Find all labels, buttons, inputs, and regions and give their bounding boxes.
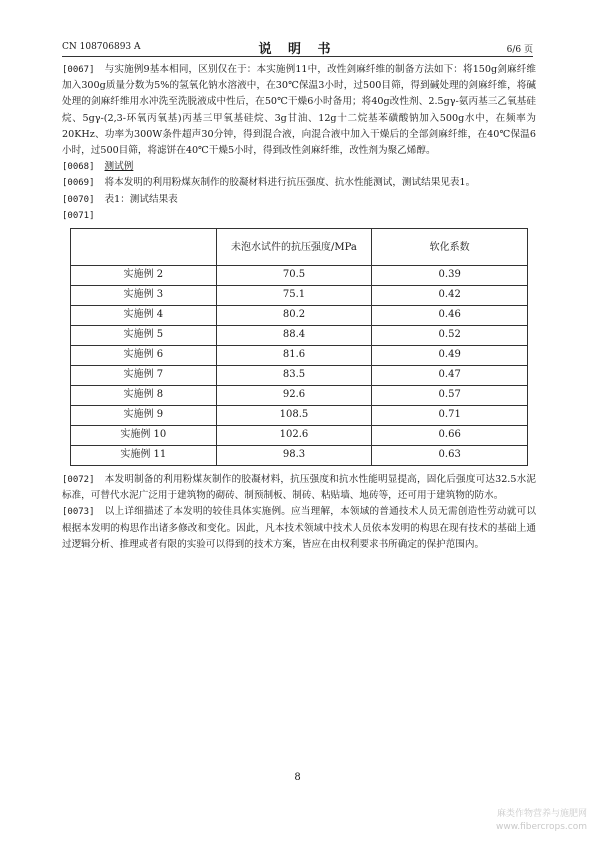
table-cell: 70.5	[216, 266, 372, 286]
table-cell: 83.5	[216, 366, 372, 386]
table-cell: 0.39	[372, 266, 528, 286]
table-row	[71, 306, 528, 326]
table-row	[71, 406, 528, 426]
watermark	[496, 808, 587, 834]
table-header-cell: 软化系数	[372, 229, 528, 266]
table-cell: 实施例 4	[71, 306, 217, 326]
table-row	[71, 366, 528, 386]
paragraph-number: [0070]	[62, 194, 95, 205]
table-cell: 0.47	[372, 366, 528, 386]
paragraph-text: 本发明制备的利用粉煤灰制作的胶凝材料，抗压强度和抗水性能明显提高，固化后强度可达32.5水泥标准，可替代水泥广泛用于建筑物的砌砖、制预制板、制砖、粘贴墙、地砖等，还可用于建筑物的防水。	[62, 474, 536, 502]
table-row	[71, 266, 528, 286]
table-cell: 80.2	[216, 306, 372, 326]
table-cell: 实施例 6	[71, 346, 217, 366]
table-cell: 实施例 3	[71, 286, 217, 306]
table-header-row	[71, 229, 528, 266]
paragraph-text: 将本发明的利用粉煤灰制作的胶凝材料进行抗压强度、抗水性能测试，测试结果见表1。	[104, 177, 476, 189]
table-cell: 92.6	[216, 386, 372, 406]
page-indicator: 6/6 页	[506, 45, 533, 55]
paragraph-number: [0067]	[62, 65, 95, 75]
table-row	[71, 426, 528, 446]
header-rule	[62, 56, 533, 57]
table-header-cell: 未泡水试件的抗压强度/MPa	[216, 229, 372, 266]
table-row	[71, 326, 528, 346]
table-cell: 0.57	[372, 386, 528, 406]
table-cell: 88.4	[216, 326, 372, 346]
table-row	[71, 386, 528, 406]
paragraph-number: [0073]	[62, 507, 95, 518]
paragraph-number: [0068]	[62, 162, 95, 173]
table-header-cell	[71, 229, 217, 266]
paragraph-text: 与实施例9基本相同，区别仅在于：本实施例11中，改性剑麻纤维的制备方法如下：将150g剑麻纤维加入300g质量分数为5%的氢氧化钠水溶液中，在30℃保温3小时，过500目筛，得到碱处理的剑麻纤维，将碱处理的剑麻纤维用水冲洗至洗脱液成中性后，在50℃干燥6小时备用；将40g改性剂、2.5gγ-氨丙基三乙氧基硅烷、5gγ-(2,3-环氧丙氧基)丙基三甲氧基硅烷、3g甘油、12g十二烷基苯磺酸钠加入500g水中，在频率为20KHz、功率为300W条件超声30分钟，得到混合液，向混合液中加入干燥后的全部剑麻纤维，在40℃保温6小时，过500目筛，将滤饼在40℃干燥5小时，得到改性剑麻纤维，改性剂为聚乙烯醇。	[62, 64, 536, 157]
section-heading: 测试例	[104, 161, 134, 173]
table-cell: 0.63	[372, 446, 528, 466]
table-cell: 0.49	[372, 346, 528, 366]
paragraph-text: 以上详细描述了本发明的较佳具体实施例。应当理解，本领域的普通技术人员无需创造性劳动就可以根据本发明的构思作出诸多修改和变化。因此，凡本技术领域中技术人员依本发明的构思在现有技术的基础上通过逻辑分析、推理或者有限的实验可以得到的技术方案，皆应在由权利要求书所确定的保护范围内。	[62, 506, 536, 550]
table-cell: 实施例 10	[71, 426, 217, 446]
paragraph-number: [0069]	[62, 178, 95, 189]
table-cell: 实施例 8	[71, 386, 217, 406]
table-cell: 108.5	[216, 406, 372, 426]
paragraph-number: [0072]	[62, 475, 95, 486]
table-cell: 0.42	[372, 286, 528, 306]
table-cell: 实施例 2	[71, 266, 217, 286]
table-cell: 实施例 11	[71, 446, 217, 466]
paragraph-0071	[62, 208, 536, 224]
table-cell: 98.3	[216, 446, 372, 466]
results-table	[70, 228, 528, 466]
patent-number: CN 108706893 A	[62, 42, 141, 52]
paragraph-0069	[62, 175, 536, 191]
table-row	[71, 346, 528, 366]
paragraph-0070	[62, 192, 536, 208]
table-cell: 102.6	[216, 426, 372, 446]
document-body	[62, 62, 536, 553]
paragraph-0068	[62, 159, 536, 175]
table-cell: 0.66	[372, 426, 528, 446]
watermark-line: 麻类作物营养与施肥网	[496, 809, 587, 819]
table-row	[71, 446, 528, 466]
table-cell: 实施例 5	[71, 326, 217, 346]
table-cell: 0.71	[372, 406, 528, 426]
paragraph-number: [0071]	[62, 210, 95, 221]
table-cell: 实施例 7	[71, 366, 217, 386]
table-cell: 81.6	[216, 346, 372, 366]
table-cell: 0.46	[372, 306, 528, 326]
table-caption: 表1：测试结果表	[104, 193, 178, 205]
paragraph-0073	[62, 504, 536, 553]
page-header	[62, 38, 533, 56]
page-number: 8	[294, 772, 301, 783]
paragraph-0067	[62, 62, 536, 159]
document-title: 说 明 书	[258, 42, 337, 57]
watermark-line: www.fibercrops.com	[496, 822, 587, 832]
table-row	[71, 286, 528, 306]
table-cell: 75.1	[216, 286, 372, 306]
table-cell: 0.52	[372, 326, 528, 346]
table-cell: 实施例 9	[71, 406, 217, 426]
paragraph-0072	[62, 472, 536, 504]
